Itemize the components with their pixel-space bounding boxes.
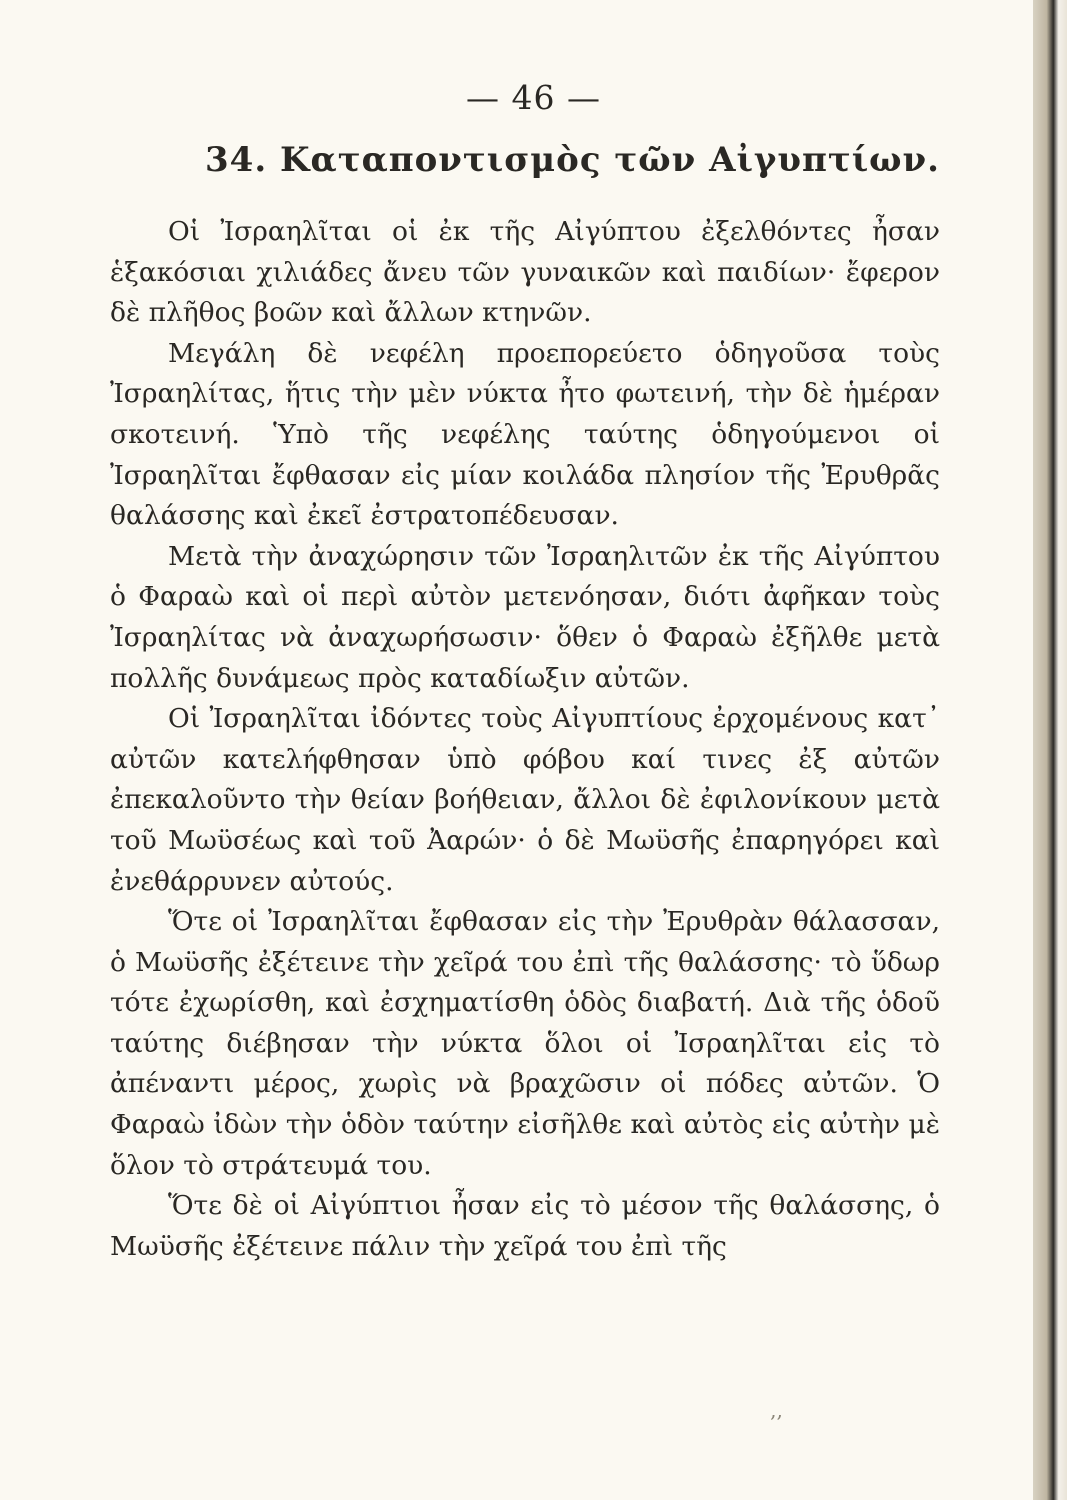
footer-mark: ‚‚ <box>770 1398 783 1422</box>
paragraph-4: Οἱ Ἰσραηλῖται ἰδόντες τοὺς Αἰγυπτίους ἐρχομένους κατ᾽ αὐτῶν κατελήφθησαν ὑπὸ φόβου καί τινες ἐξ αὐτῶν ἐπεκαλοῦντο τὴν θείαν βοήθειαν, ἄλλοι δὲ ἐφιλονίκουν μετὰ τοῦ Μωϋσέως καὶ τοῦ Ἀαρών· ὁ δὲ Μωϋσῆς ἐπαρηγόρει καὶ ἐνεθάρρυνεν αὐτούς. <box>110 703 940 897</box>
paragraph-3: Μετὰ τὴν ἀναχώρησιν τῶν Ἰσραηλιτῶν ἐκ τῆς Αἰγύπτου ὁ Φαραὼ καὶ οἱ περὶ αὐτὸν μετενόησαν, διότι ἀφῆκαν τοὺς Ἰσραηλίτας νὰ ἀναχωρήσωσιν· ὅθεν ὁ Φαραὼ ἐξῆλθε μετὰ πολλῆς δυνάμεως πρὸς καταδίωξιν αὐτῶν. <box>110 540 940 694</box>
paragraph-2: Μεγάλη δὲ νεφέλη προεπορεύετο ὁδηγοῦσα τοὺς Ἰσραηλίτας, ἥτις τὴν μὲν νύκτα ἦτο φωτεινή, τὴν δὲ ἡμέραν σκοτεινή. Ὑπὸ τῆς νεφέλης ταύτης ὁδηγούμενοι οἱ Ἰσραηλῖται ἔφθασαν εἰς μίαν κοιλάδα πλησίον τῆς Ἐρυθρᾶς θαλάσσης καὶ ἐκεῖ ἐστρατοπέδευσαν. <box>110 337 940 532</box>
paragraph-1: Οἱ Ἰσραηλῖται οἱ ἐκ τῆς Αἰγύπτου ἐξελθόντες ἦσαν ἑξακόσιαι χιλιάδες ἄνευ τῶν γυναικῶν καὶ παιδίων· ἔφερον δὲ πλῆθος βοῶν καὶ ἄλλων κτηνῶν. <box>110 216 940 329</box>
chapter-title: 34. Καταποντισμὸς τῶν Αἰγυπτίων. <box>205 140 940 180</box>
paragraph-5: Ὅτε οἱ Ἰσραηλῖται ἔφθασαν εἰς τὴν Ἐρυθρὰν θάλασσαν, ὁ Μωϋσῆς ἐξέτεινε τὴν χεῖρά του ἐπὶ τῆς θαλάσσης· τὸ ὕδωρ τότε ἐχωρίσθη, καὶ ἐσχηματίσθη ὁδὸς διαβατή. Διὰ τῆς ὁδοῦ ταύτης διέβησαν τὴν νύκτα ὅλοι οἱ Ἰσραηλῖται εἰς τὸ ἀπέναντι μέρος, χωρὶς νὰ βραχῶσιν οἱ πόδες αὐτῶν. Ὁ Φαραὼ ἰδὼν τὴν ὁδὸν ταύτην εἰσῆλθε καὶ αὐτὸς εἰς αὐτὴν μὲ ὅλον τὸ στράτευμά του. <box>110 906 940 1181</box>
paragraph-6: Ὅτε δὲ οἱ Αἰγύπτιοι ἦσαν εἰς τὸ μέσον τῆς θαλάσσης, ὁ Μωϋσῆς ἐξέτεινε πάλιν τὴν χεῖρά του ἐπὶ τῆς <box>110 1190 940 1262</box>
body-text <box>110 212 940 1267</box>
page-number: — 46 — <box>466 78 601 117</box>
page-edge-binding <box>1033 0 1067 1500</box>
